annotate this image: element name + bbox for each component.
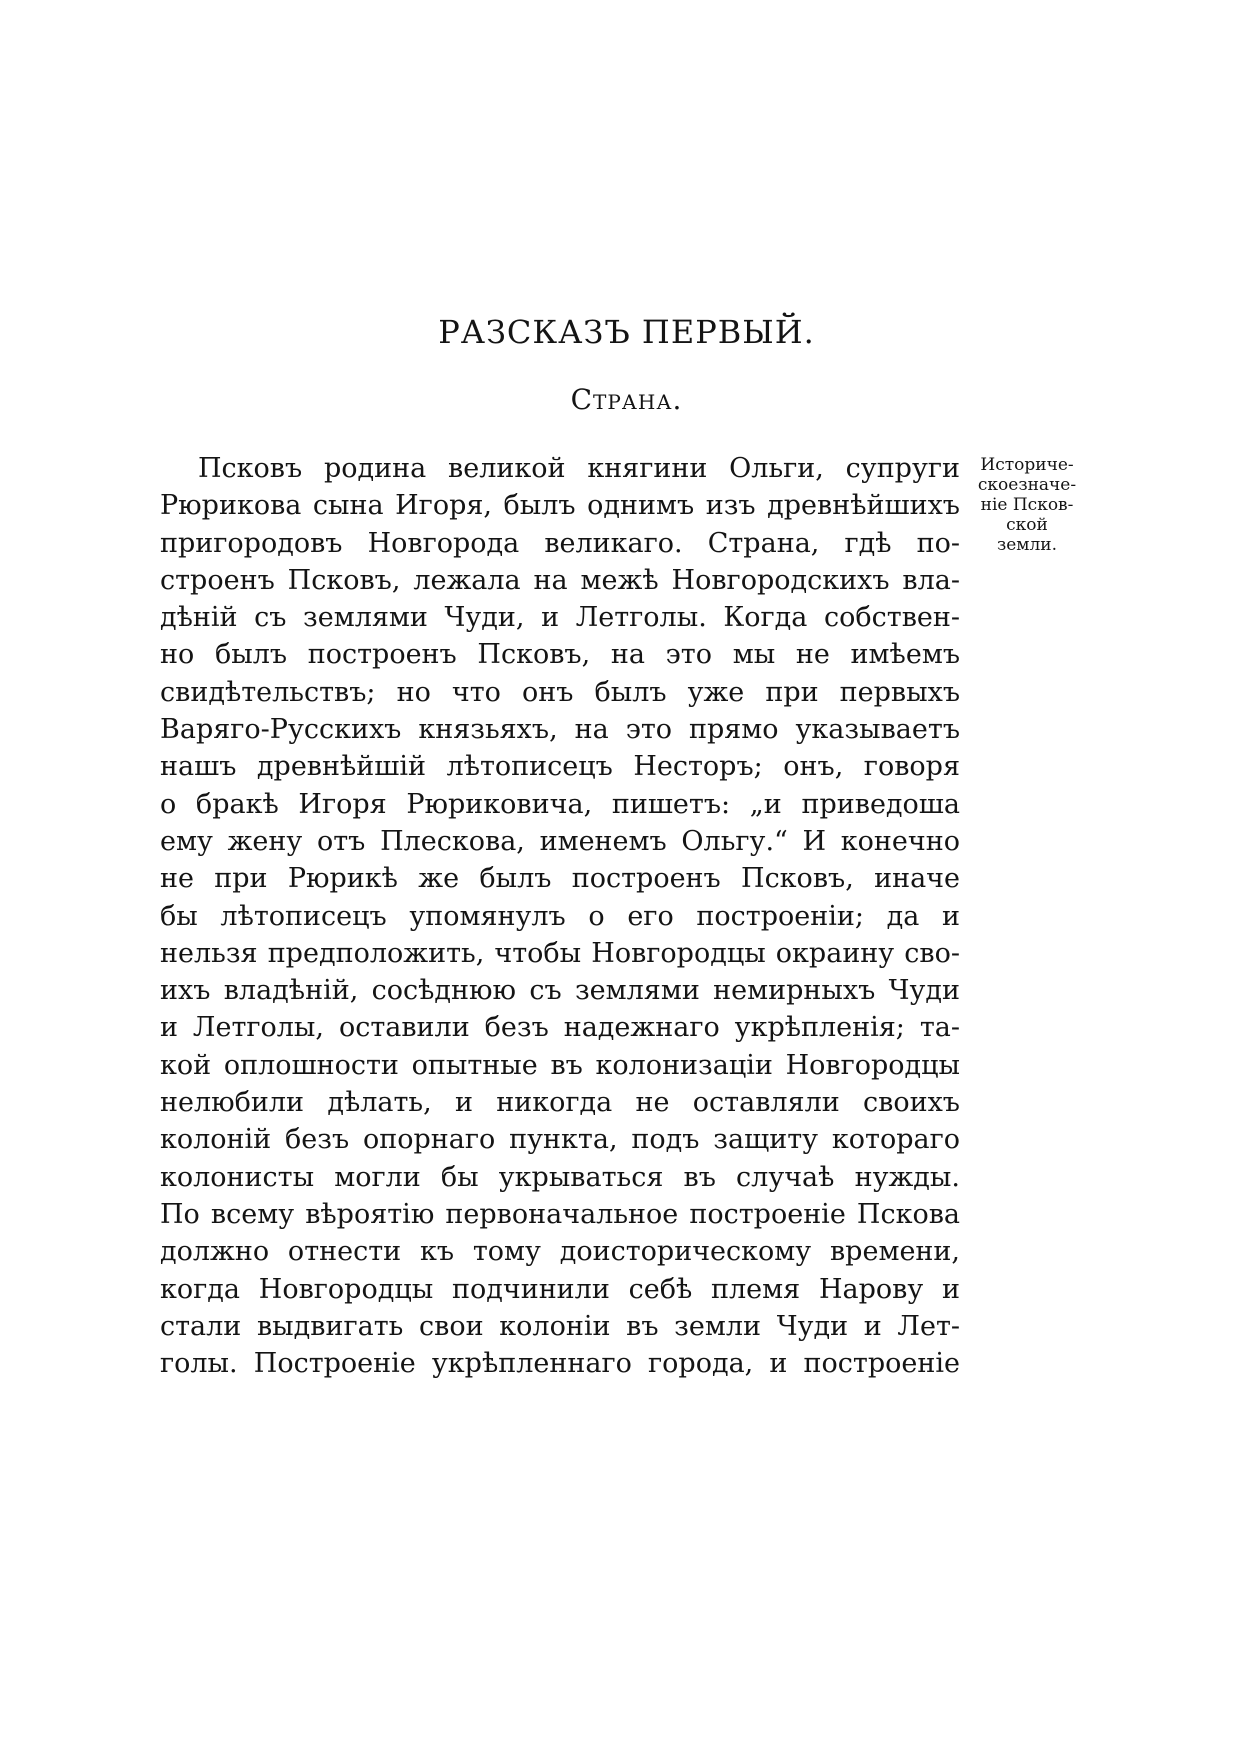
text-line: свидѣтельствъ; но что онъ былъ уже при первыхъ: [160, 676, 960, 708]
text-line: не при Рюрикѣ же былъ построенъ Псковъ, иначе: [160, 863, 960, 895]
text-line: пригородовъ Новгорода великаго. Страна, гдѣ по-: [160, 527, 960, 559]
chapter-title: РАЗСКАЗЪ ПЕРВЫЙ.: [438, 313, 815, 351]
text-line: бы лѣтописецъ упомянулъ о его построеніи; да и: [160, 900, 960, 932]
text-line: Варяго-Русскихъ князьяхъ, на это прямо указываетъ: [160, 714, 960, 746]
text-line: нашъ древнѣйшій лѣтописецъ Несторъ; онъ, говоря: [160, 751, 960, 783]
text-line: колоній безъ опорнаго пункта, подъ защиту котораго: [160, 1124, 960, 1156]
text-line: дѣній съ землями Чуди, и Летголы. Когда собствен-: [160, 602, 960, 634]
text-line: Рюрикова сына Игоря, былъ однимъ изъ древнѣйшихъ: [160, 490, 960, 522]
text-line: о бракѣ Игоря Рюриковича, пишетъ: „и приведоша: [160, 788, 960, 820]
margin-note-line: земли.: [996, 535, 1058, 555]
margin-note-line: скоезначе-: [977, 475, 1077, 495]
text-line: Псковъ родина великой княгини Ольги, супруги: [198, 453, 960, 484]
text-line: и Летголы, оставили безъ надежнаго укрѣпленія; та-: [160, 1012, 960, 1044]
text-line: ему жену отъ Плескова, именемъ Ольгу.“ И конечно: [160, 825, 960, 857]
text-line: когда Новгородцы подчинили себѣ племя Нарову и: [160, 1273, 960, 1305]
text-line: строенъ Псковъ, лежала на межѣ Новгородскихъ вла-: [160, 564, 960, 596]
margin-note-line: ской: [1006, 515, 1048, 535]
text-line: колонисты могли бы укрываться въ случаѣ нужды.: [160, 1161, 960, 1193]
section-title: Страна.: [570, 383, 683, 416]
text-line: стали выдвигать свои колоніи въ земли Чуди и Лет-: [160, 1310, 960, 1342]
text-line: нельзя предположить, чтобы Новгородцы окраину сво-: [160, 937, 960, 969]
margin-note-line: ніе Псков-: [980, 495, 1074, 515]
margin-note-line: Историче-: [980, 455, 1074, 475]
text-line: голы. Построеніе укрѣпленнаго города, и построеніе: [160, 1348, 960, 1380]
text-line: По всему вѣроятію первоначальное построеніе Пскова: [160, 1198, 960, 1230]
text-line: нелюбили дѣлать, и никогда не оставляли своихъ: [160, 1087, 960, 1119]
text-line: кой оплошности опытные въ колонизаціи Новгородцы: [160, 1049, 960, 1081]
body-text: [160, 450, 960, 1382]
text-line: должно отнести къ тому доисторическому времени,: [160, 1236, 960, 1268]
text-line: но былъ построенъ Псковъ, на это мы не имѣемъ: [160, 639, 960, 671]
text-line: ихъ владѣній, сосѣднюю съ землями немирныхъ Чуди: [160, 975, 960, 1007]
margin-note: [968, 455, 1086, 555]
